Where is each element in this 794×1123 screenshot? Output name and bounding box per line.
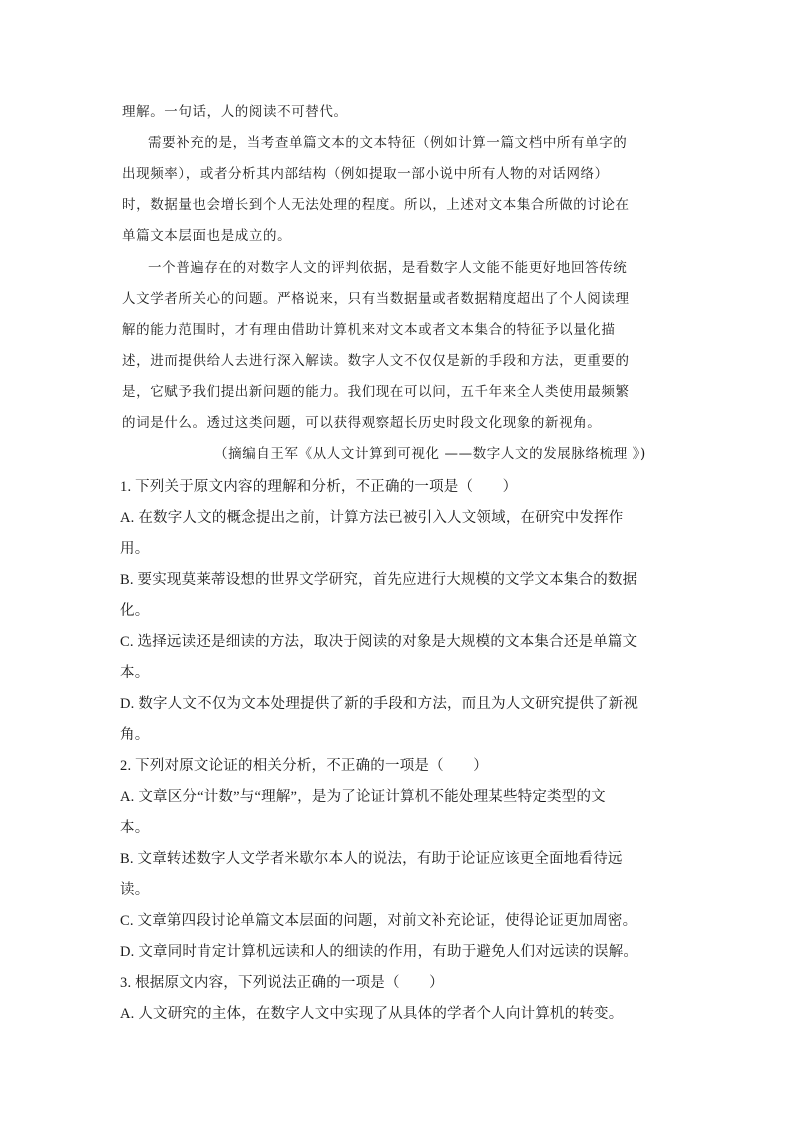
option-text: 读。 [120,882,150,898]
option-text: A. 人文研究的主体，在数字人文中实现了从具体的学者个人向计算机的转变。 [120,1006,624,1022]
passage-line: 的词是什么。透过这类问题，可以获得观察超长历史时段文化现象的新视角。 [122,415,602,431]
option-text: C. 文章第四段讨论单篇文本层面的问题，对前文补充论证，使得论证更加周密。 [120,913,638,929]
passage-line: 需要补充的是，当考查单篇文本的文本特征（例如计算一篇文档中所有单字的 [148,135,628,151]
passage-source: （摘编自王军《从人文计算到可视化 ——数字人文的发展脉络梳理 》) [214,446,646,462]
passage-line: 是，它赋予我们提出新问题的能力。我们现在可以问，五千年来全人类使用最频繁 [122,384,630,400]
option-text: C. 选择远读还是细读的方法，取决于阅读的对象是大规模的文本集合还是单篇文 [120,634,638,650]
passage-line: 述，进而提供给人去进行深入解读。数字人文不仅仅是新的手段和方法，更重要的 [122,353,630,369]
passage-line: 单篇文本层面也是成立的。 [122,228,292,244]
option-text: B. 要实现莫莱蒂设想的世界文学研究，首先应进行大规模的文学文本集合的数据 [120,572,638,588]
option-text: A. 在数字人文的概念提出之前，计算方法已被引入人文领域，在研究中发挥作 [120,510,624,526]
passage-line: 时，数据量也会增长到个人无法处理的程度。所以，上述对文本集合所做的讨论在 [122,197,630,213]
passage-line: 出现频率），或者分析其内部结构（例如提取一部小说中所有人物的对话网络） [122,166,609,182]
passage-line: 解的能力范围时，才有理由借助计算机来对文本或者文本集合的特征予以量化描 [122,322,616,338]
option-text: B. 文章转述数字人文学者米歇尔本人的说法，有助于论证应该更全面地看待远 [120,851,623,867]
option-text: 化。 [120,603,150,619]
passage-line: 一个普遍存在的对数字人文的评判依据，是看数字人文能不能更好地回答传统 [148,260,628,276]
passage-line: 理解。一句话，人的阅读不可替代。 [122,104,348,120]
passage-line: 人文学者所关心的问题。严格说来，只有当数据量或者数据精度超出了个人阅读理 [122,291,630,307]
option-text: 本。 [120,820,150,836]
option-text: D. 数字人文不仅为文本处理提供了新的手段和方法，而且为人文研究提供了新视 [120,696,639,712]
question-stem: 3. 根据原文内容，下列说法正确的一项是（ ） [120,975,444,991]
option-text: A. 文章区分“计数”与“理解”，是为了论证计算机不能处理某些特定类型的文 [120,789,606,805]
question-stem: 1. 下列关于原文内容的理解和分析，不正确的一项是（ ） [120,479,518,495]
option-text: 角。 [120,727,150,743]
option-text: D. 文章同时肯定计算机远读和人的细读的作用，有助于避免人们对远读的误解。 [120,944,639,960]
question-stem: 2. 下列对原文论证的相关分析，不正确的一项是（ ） [120,758,488,774]
option-text: 本。 [120,665,150,681]
option-text: 用。 [120,541,150,557]
